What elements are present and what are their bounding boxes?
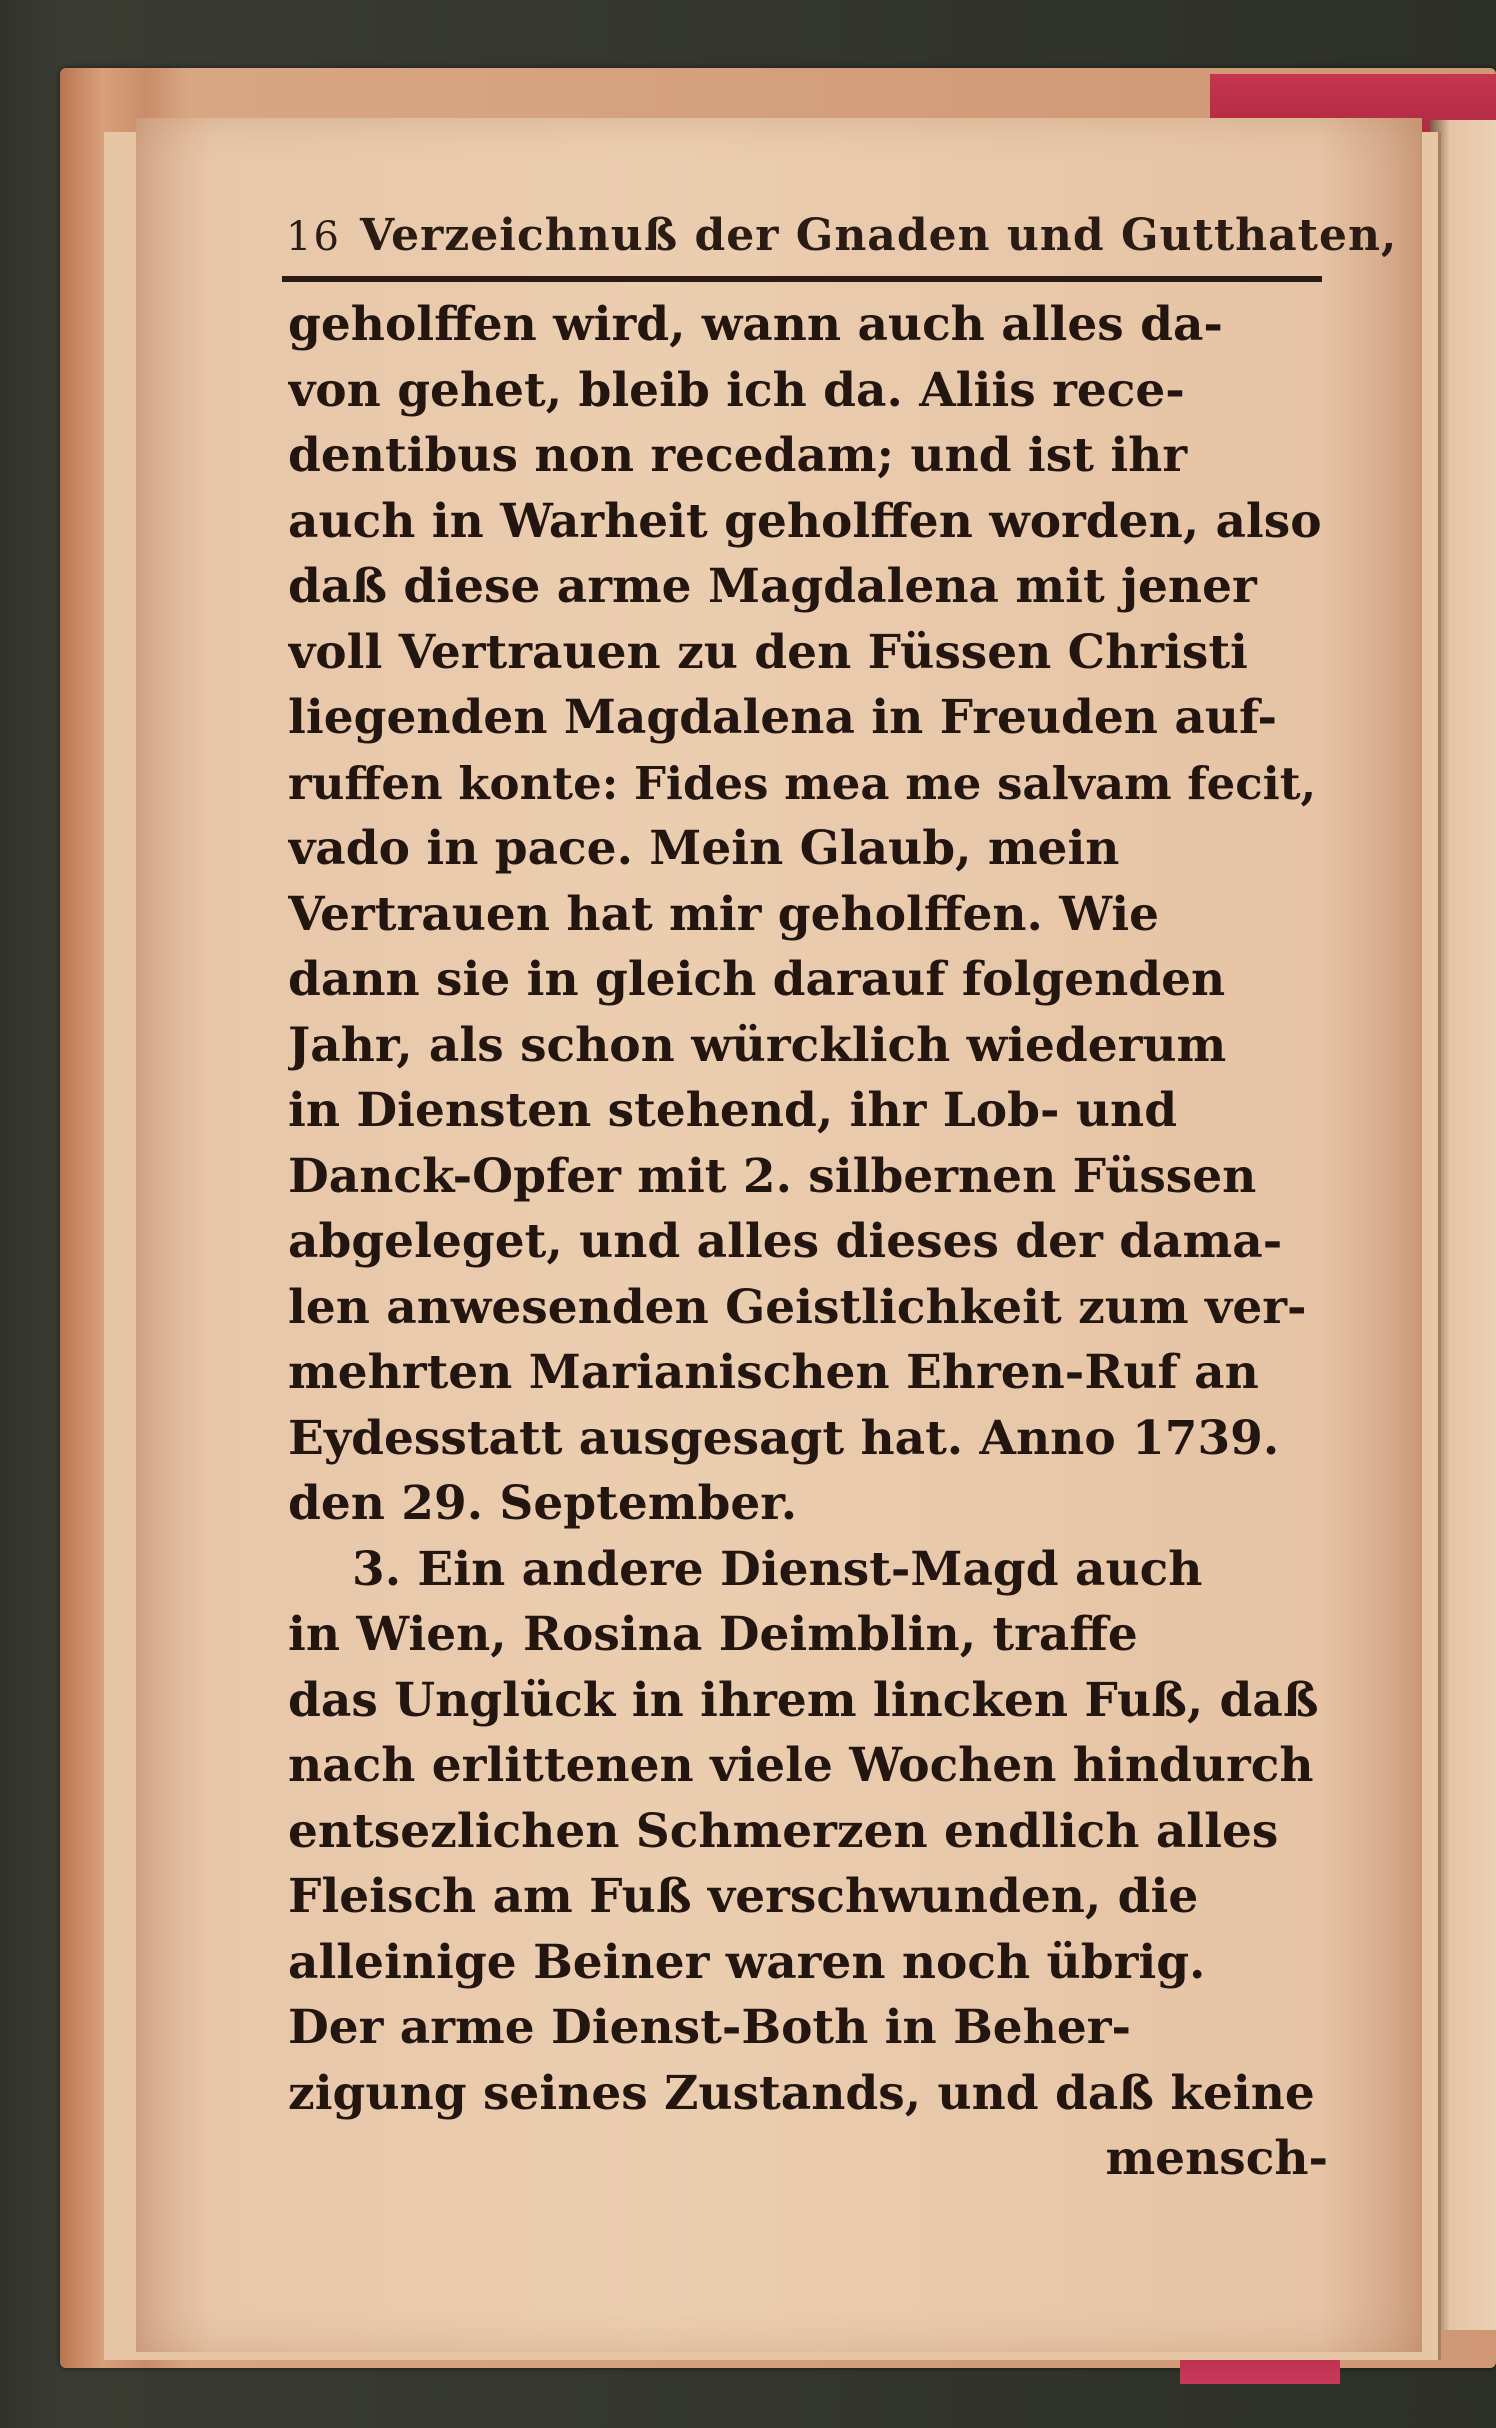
text-line: in Diensten stehend, ihr Lob- und xyxy=(288,1083,1178,1138)
text-line: Fleisch am Fuß verschwunden, die xyxy=(288,1869,1199,1924)
text-line: in Wien, Rosina Deimblin, traffe xyxy=(288,1607,1138,1662)
text-line: abgeleget, und alles dieses der dama- xyxy=(288,1214,1283,1269)
text-line: dann sie in gleich darauf folgenden xyxy=(288,952,1226,1007)
body-text xyxy=(288,292,1328,2192)
text-line: Der arme Dienst-Both in Beher- xyxy=(288,2000,1132,2055)
text-line: ruffen konte: Fides mea me salvam fecit, xyxy=(288,756,1317,810)
text-line: auch in Warheit geholffen worden, also xyxy=(288,493,1322,549)
header-rule xyxy=(282,276,1322,282)
text-line: daß diese arme Magdalena mit jener xyxy=(288,559,1257,614)
text-line: nach erlittenen viele Wochen hindurch xyxy=(288,1738,1314,1793)
text-line: Vertrauen hat mir geholffen. Wie xyxy=(288,886,1159,942)
text-line: zigung seines Zustands, und daß keine xyxy=(288,2065,1315,2121)
text-line: voll Vertrauen zu den Füssen Christi xyxy=(288,624,1248,680)
text-line: len anwesenden Geistlichkeit zum ver- xyxy=(288,1279,1307,1335)
text-line: von gehet, bleib ich da. Aliis rece- xyxy=(288,362,1185,418)
text-line: Eydesstatt ausgesagt hat. Anno 1739. xyxy=(288,1410,1280,1466)
text-line: das Unglück in ihrem lincken Fuß, daß xyxy=(288,1672,1319,1728)
text-line: mehrten Marianischen Ehren-Ruf an xyxy=(288,1345,1259,1400)
text-line: 3. Ein andere Dienst-Magd auch xyxy=(352,1541,1203,1597)
text-line: entsezlichen Schmerzen endlich alles xyxy=(288,1803,1279,1859)
text-line: Danck-Opfer mit 2. silbernen Füssen xyxy=(288,1148,1257,1204)
page-header xyxy=(286,210,1398,270)
catchword: mensch- xyxy=(1105,2131,1328,2186)
text-line: alleinige Beiner waren noch übrig. xyxy=(288,1934,1206,1990)
text-line: Jahr, als schon würcklich wiederum xyxy=(288,1017,1227,1073)
text-line: den 29. September. xyxy=(288,1476,798,1531)
text-line: liegenden Magdalena in Freuden auf- xyxy=(288,690,1277,745)
text-line: geholffen wird, wann auch alles da- xyxy=(288,297,1223,352)
text-line: vado in pace. Mein Glaub, mein xyxy=(288,821,1120,876)
running-title: Verzeichnuß der Gnaden und Gutthaten, xyxy=(360,210,1398,261)
text-line: dentibus non recedam; und ist ihr xyxy=(288,428,1188,483)
page-number: 16 xyxy=(286,214,341,260)
